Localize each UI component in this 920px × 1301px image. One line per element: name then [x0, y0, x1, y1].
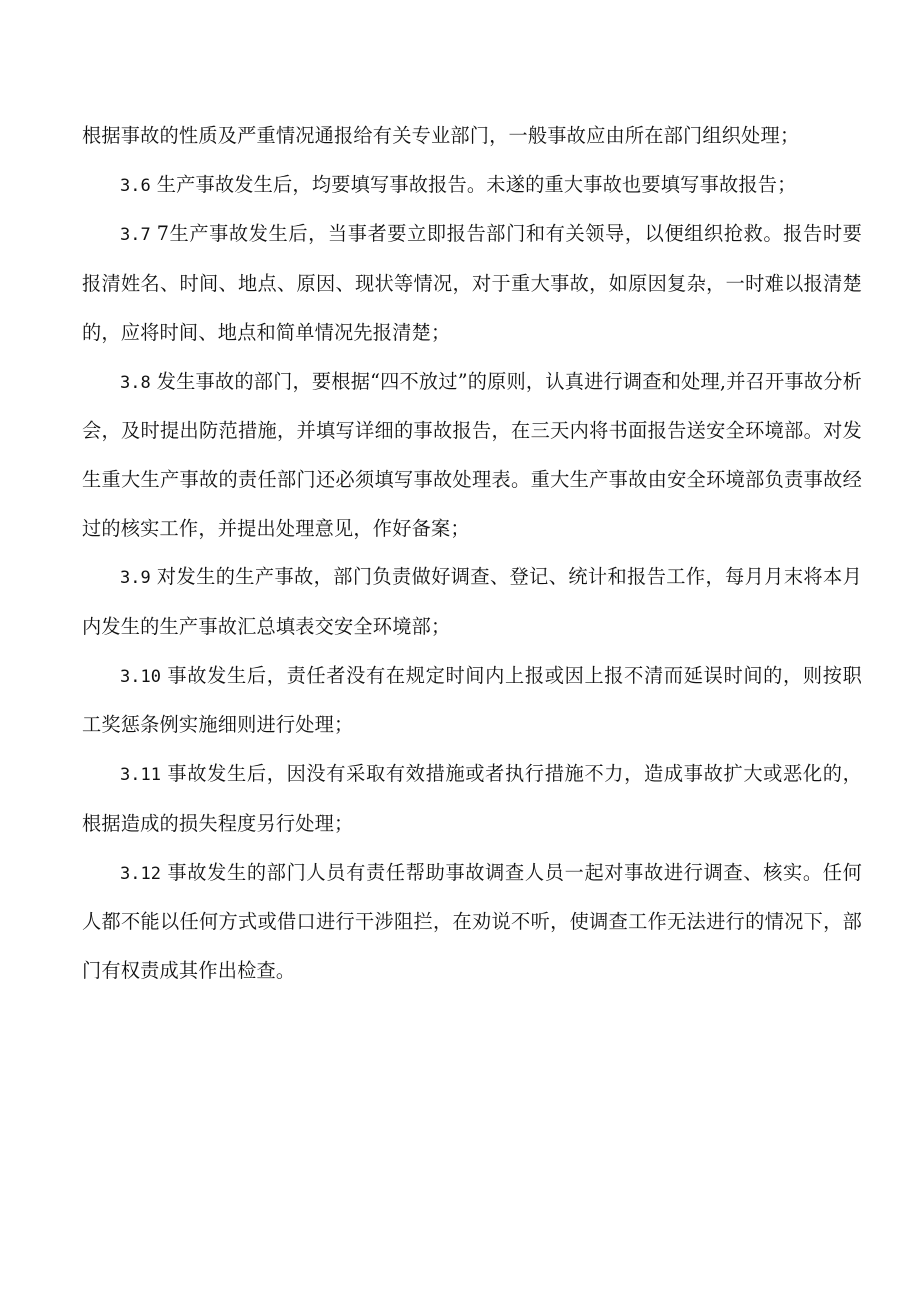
- paragraph-3-9: [82, 553, 862, 651]
- paragraph-text: 7生产事故发生后，当事者要立即报告部门和有关领导，以便组织抢救。报告时要报清姓名、时间、地点、原因、现状等情况，对于重大事故，如原因复杂，一时难以报清楚的，应将时间、地点和简单情况先报清楚；: [82, 222, 862, 344]
- clause-number: 3.12: [120, 863, 161, 884]
- paragraph-3-8: [82, 358, 862, 554]
- clause-number: 3.10: [120, 666, 161, 687]
- clause-number: 3.9: [120, 568, 151, 589]
- paragraph-3-11: [82, 750, 862, 848]
- paragraph-text: 发生事故的部门，要根据“四不放过”的原则，认真进行调查和处理,并召开事故分析会，及时提出防范措施，并填写详细的事故报告，在三天内将书面报告送安全环境部。对发生重大生产事故的责任部门还必须填写事故处理表。重大生产事故由安全环境部负责事故经过的核实工作，并提出处理意见，作好备案；: [82, 369, 862, 540]
- paragraph-text: 事故发生后，因没有采取有效措施或者执行措施不力，造成事故扩大或恶化的，根据造成的损失程度另行处理；: [82, 762, 862, 835]
- paragraph-text: 根据事故的性质及严重情况通报给有关专业部门，一般事故应由所在部门组织处理；: [82, 124, 800, 147]
- paragraph-text: 生产事故发生后，均要填写事故报告。未遂的重大事故也要填写事故报告；: [156, 172, 797, 196]
- paragraph-3-10: [82, 652, 862, 750]
- paragraph-text: 对发生的生产事故，部门负责做好调查、登记、统计和报告工作，每月月末将本月内发生的生产事故汇总填表交安全环境部；: [82, 565, 862, 639]
- document-page: [82, 112, 862, 996]
- paragraph-3-7: [82, 210, 862, 357]
- paragraph-continuation: [82, 112, 862, 161]
- clause-number: 3.11: [120, 765, 161, 786]
- paragraph-3-12: [82, 849, 862, 996]
- paragraph-text: 事故发生后，责任者没有在规定时间内上报或因上报不清而延误时间的，则按职工奖惩条例实施细则进行处理；: [82, 663, 862, 737]
- paragraph-3-6: [82, 161, 862, 211]
- clause-number: 3.8: [120, 372, 151, 393]
- clause-number: 3.7: [120, 225, 151, 246]
- clause-number: 3.6: [120, 175, 151, 196]
- paragraph-text: 事故发生的部门人员有责任帮助事故调查人员一起对事故进行调查、核实。任何人都不能以任何方式或借口进行干涉阻拦，在劝说不听，使调查工作无法进行的情况下，部门有权责成其作出检查。: [82, 860, 862, 982]
